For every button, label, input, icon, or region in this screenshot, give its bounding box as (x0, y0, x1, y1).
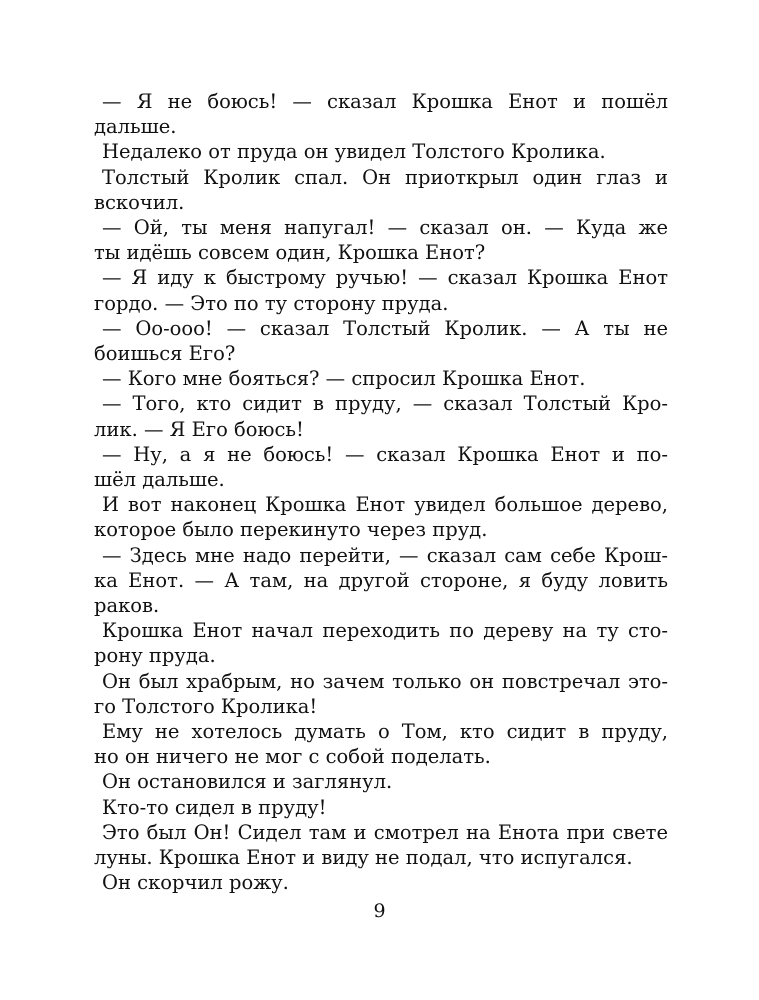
text-line: рону пруда. (94, 644, 216, 668)
text-line: Недалеко от пруда он увидел Толстого Кролика. (102, 140, 606, 164)
text-line: Он скорчил рожу. (102, 871, 289, 895)
text-line: но он ничего не мог с собой поделать. (94, 745, 491, 769)
text-line: — Того, кто сидит в пруду, — сказал Толстый Кро- (102, 392, 668, 416)
text-line: Он был храбрым, но зачем только он повстречал это- (102, 669, 668, 693)
text-line: боишься Его? (94, 342, 236, 366)
text-line: — Я иду к быстрому ручью! — сказал Крошка Енот (102, 266, 668, 290)
text-line: Ему не хотелось думать о Том, кто сидит в пруду, (102, 720, 668, 744)
text-line: — Оо-ооо! — сказал Толстый Кролик. — А ты не (102, 316, 668, 340)
text-line: вскочил. (94, 190, 185, 214)
text-line: Кто-то сидел в пруду! (102, 795, 327, 819)
text-line: — Кого мне бояться? — спросил Крошка Енот. (102, 367, 586, 391)
page-number: 9 (373, 900, 386, 922)
text-line: Крошка Енот начал переходить по дереву на ту сто- (102, 619, 668, 643)
text-line: Это был Он! Сидел там и смотрел на Енота при свете (102, 820, 668, 844)
text-line: — Ну, а я не боюсь! — сказал Крошка Енот и по- (102, 442, 668, 466)
text-line: — Ой, ты меня напугал! — сказал он. — Куда же (102, 216, 668, 240)
text-line: шёл дальше. (94, 468, 225, 492)
text-line: луны. Крошка Енот и виду не подал, что испугался. (94, 846, 633, 870)
text-line: гордо. — Это по ту сторону пруда. (94, 291, 449, 315)
text-line: ка Енот. — А там, на другой стороне, я буду ловить (94, 568, 668, 592)
book-page-text (94, 89, 668, 896)
text-line: которое было перекинуто через пруд. (94, 518, 488, 542)
text-line: Толстый Кролик спал. Он приоткрыл один глаз и (102, 165, 668, 189)
text-line: ты идёшь совсем один, Крошка Енот? (94, 241, 486, 265)
text-line: лик. — Я Его боюсь! (94, 417, 304, 441)
text-line: Он остановился и заглянул. (102, 770, 393, 794)
text-line: — Я не боюсь! — сказал Крошка Енот и пошёл (102, 90, 668, 113)
text-line: дальше. (94, 115, 177, 139)
text-line: И вот наконец Крошка Енот увидел большое дерево, (102, 493, 668, 517)
text-line: го Толстого Кролика! (94, 694, 318, 718)
text-line: раков. (94, 594, 160, 618)
text-line: — Здесь мне надо перейти, — сказал сам себе Крош- (102, 543, 668, 567)
